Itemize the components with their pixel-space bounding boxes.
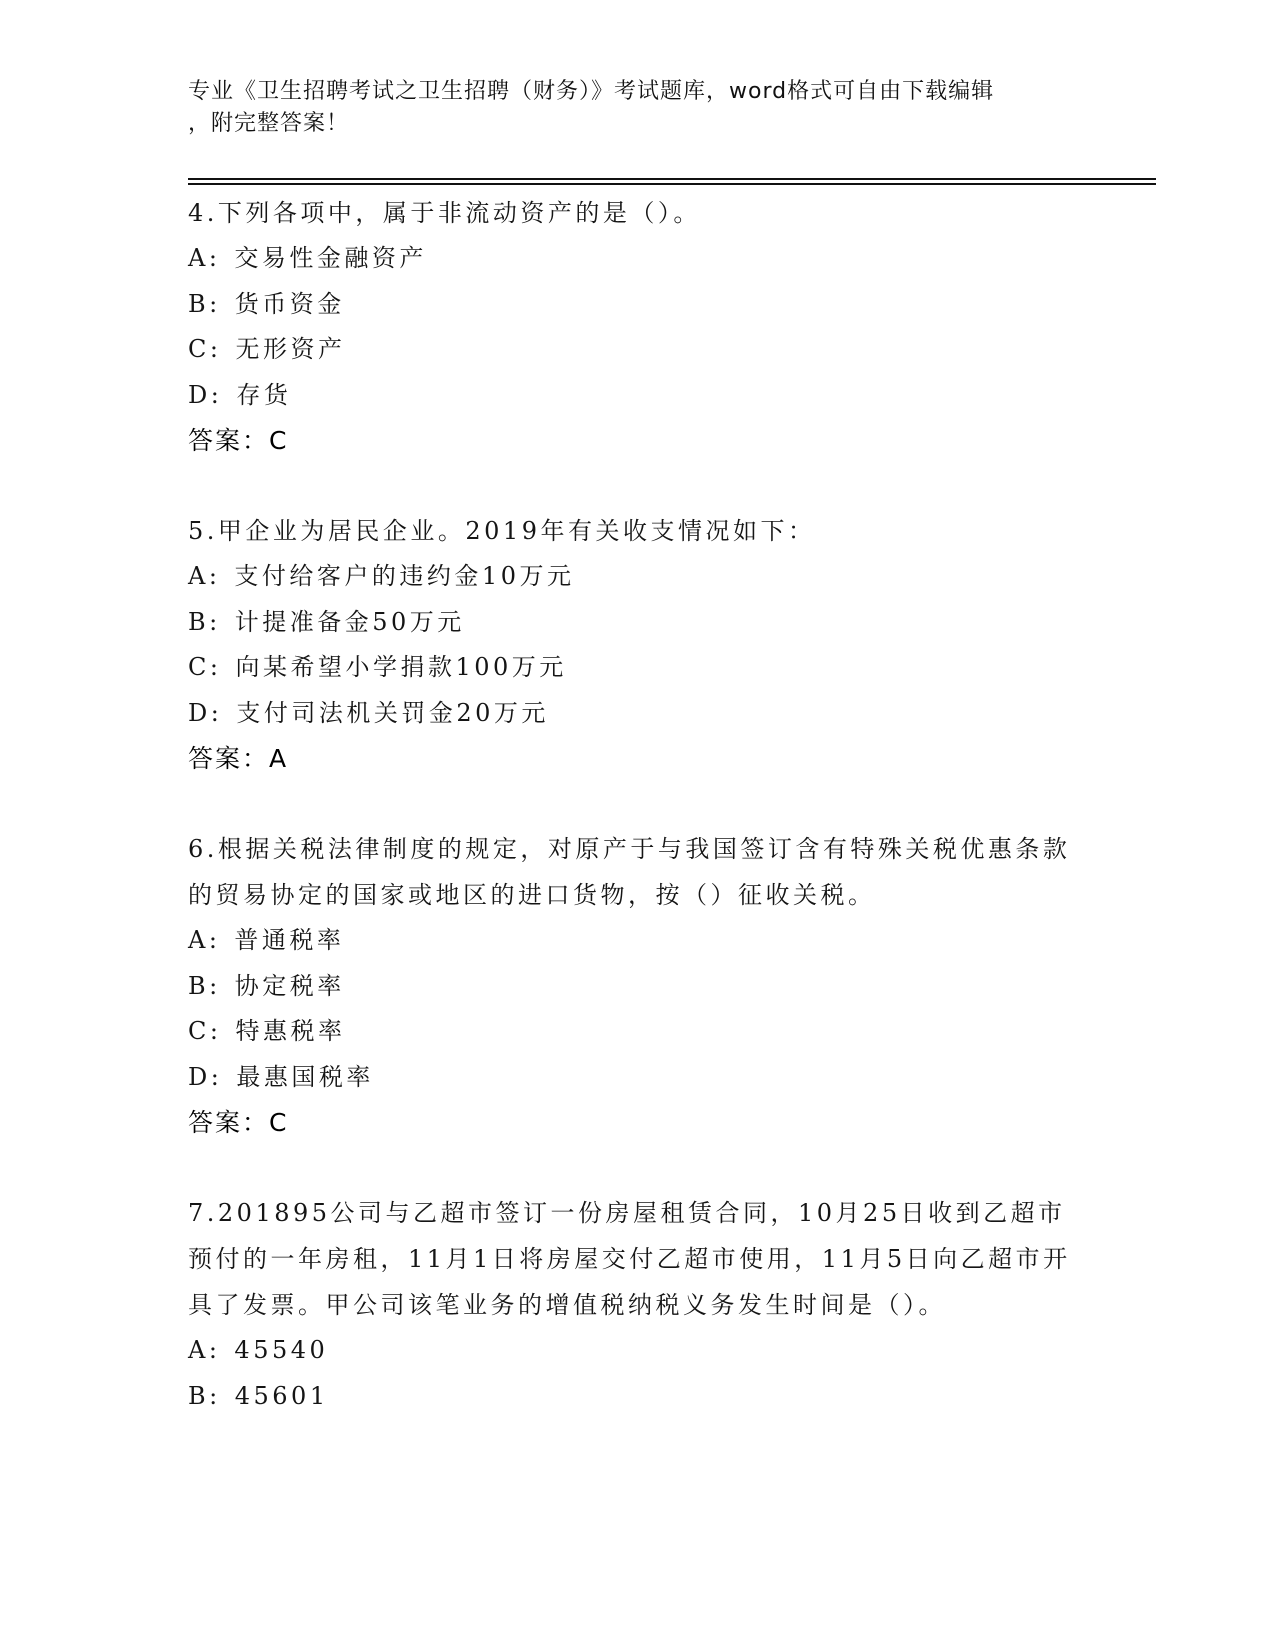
option-text: 货币资金: [234, 289, 345, 318]
option-d: [188, 1055, 1088, 1101]
document-header: [188, 76, 1068, 140]
option-text: 无形资产: [235, 335, 346, 363]
header-divider-top: [188, 178, 1156, 180]
option-text: 交易性金融资产: [234, 244, 427, 272]
question-stem: 7.201895公司与乙超市签订一份房屋租赁合同，10月25日收到乙超市预付的一年房租，11月1日将房屋交付乙超市使用，11月5日向乙超市开具了发票。甲公司该笔业务的增值税纳税义务发生时间是（）。: [188, 1199, 1071, 1319]
answer-line: 答案：C: [188, 1108, 289, 1137]
option-key: A:: [188, 926, 221, 954]
question-4: [188, 190, 1088, 464]
option-text: 45540: [234, 1336, 329, 1364]
header-divider-bottom: [188, 183, 1156, 185]
option-key: C:: [188, 335, 222, 363]
option-text: 普通税率: [234, 926, 345, 954]
question-stem: 5.甲企业为居民企业。2019年有关收支情况如下：: [188, 517, 816, 545]
option-c: [188, 645, 1088, 691]
question-list: [188, 190, 1088, 1463]
option-text: 计提准备金50万元: [234, 607, 465, 636]
option-text: 支付给客户的违约金10万元: [234, 562, 575, 590]
option-key: B:: [188, 607, 221, 636]
question-stem: 6.根据关税法律制度的规定，对原产于与我国签订含有特殊关税优惠条款的贸易协定的国家或地区的进口货物，按（）征收关税。: [188, 835, 1071, 909]
option-key: C:: [188, 1017, 222, 1045]
option-d: [188, 373, 1088, 419]
option-d: [188, 691, 1088, 737]
option-key: D:: [188, 380, 223, 409]
option-b: [188, 964, 1088, 1010]
option-key: D:: [188, 1062, 223, 1091]
option-key: B:: [188, 971, 221, 1000]
option-text: 支付司法机关罚金20万元: [236, 698, 549, 727]
option-a: [188, 1328, 1088, 1374]
header-line-1: 专业《卫生招聘考试之卫生招聘（财务）》考试题库，word格式可自由下载编辑: [188, 79, 995, 104]
question-7: [188, 1190, 1088, 1419]
option-a: [188, 236, 1088, 282]
option-key: D:: [188, 698, 223, 727]
option-text: 最惠国税率: [236, 1062, 374, 1091]
option-b: [188, 600, 1088, 646]
option-text: 45601: [234, 1381, 329, 1410]
option-text: 协定税率: [234, 971, 345, 1000]
option-key: A:: [188, 244, 221, 272]
option-b: [188, 282, 1088, 328]
answer-line: 答案：A: [188, 744, 289, 773]
option-c: [188, 1009, 1088, 1055]
answer-line: 答案：C: [188, 426, 289, 455]
option-b: [188, 1374, 1088, 1420]
question-5: [188, 508, 1088, 782]
option-text: 向某希望小学捐款100万元: [235, 653, 567, 681]
option-key: A:: [188, 1336, 221, 1364]
option-key: A:: [188, 562, 221, 590]
option-key: B:: [188, 289, 221, 318]
option-key: C:: [188, 653, 222, 681]
question-stem: 4.下列各项中，属于非流动资产的是（）。: [188, 199, 701, 227]
header-line-2: ，附完整答案！: [188, 111, 350, 136]
question-6: [188, 826, 1088, 1146]
option-key: B:: [188, 1381, 221, 1410]
option-a: [188, 918, 1088, 964]
option-text: 特惠税率: [235, 1017, 346, 1045]
option-text: 存货: [236, 380, 292, 409]
option-a: [188, 554, 1088, 600]
option-c: [188, 327, 1088, 373]
